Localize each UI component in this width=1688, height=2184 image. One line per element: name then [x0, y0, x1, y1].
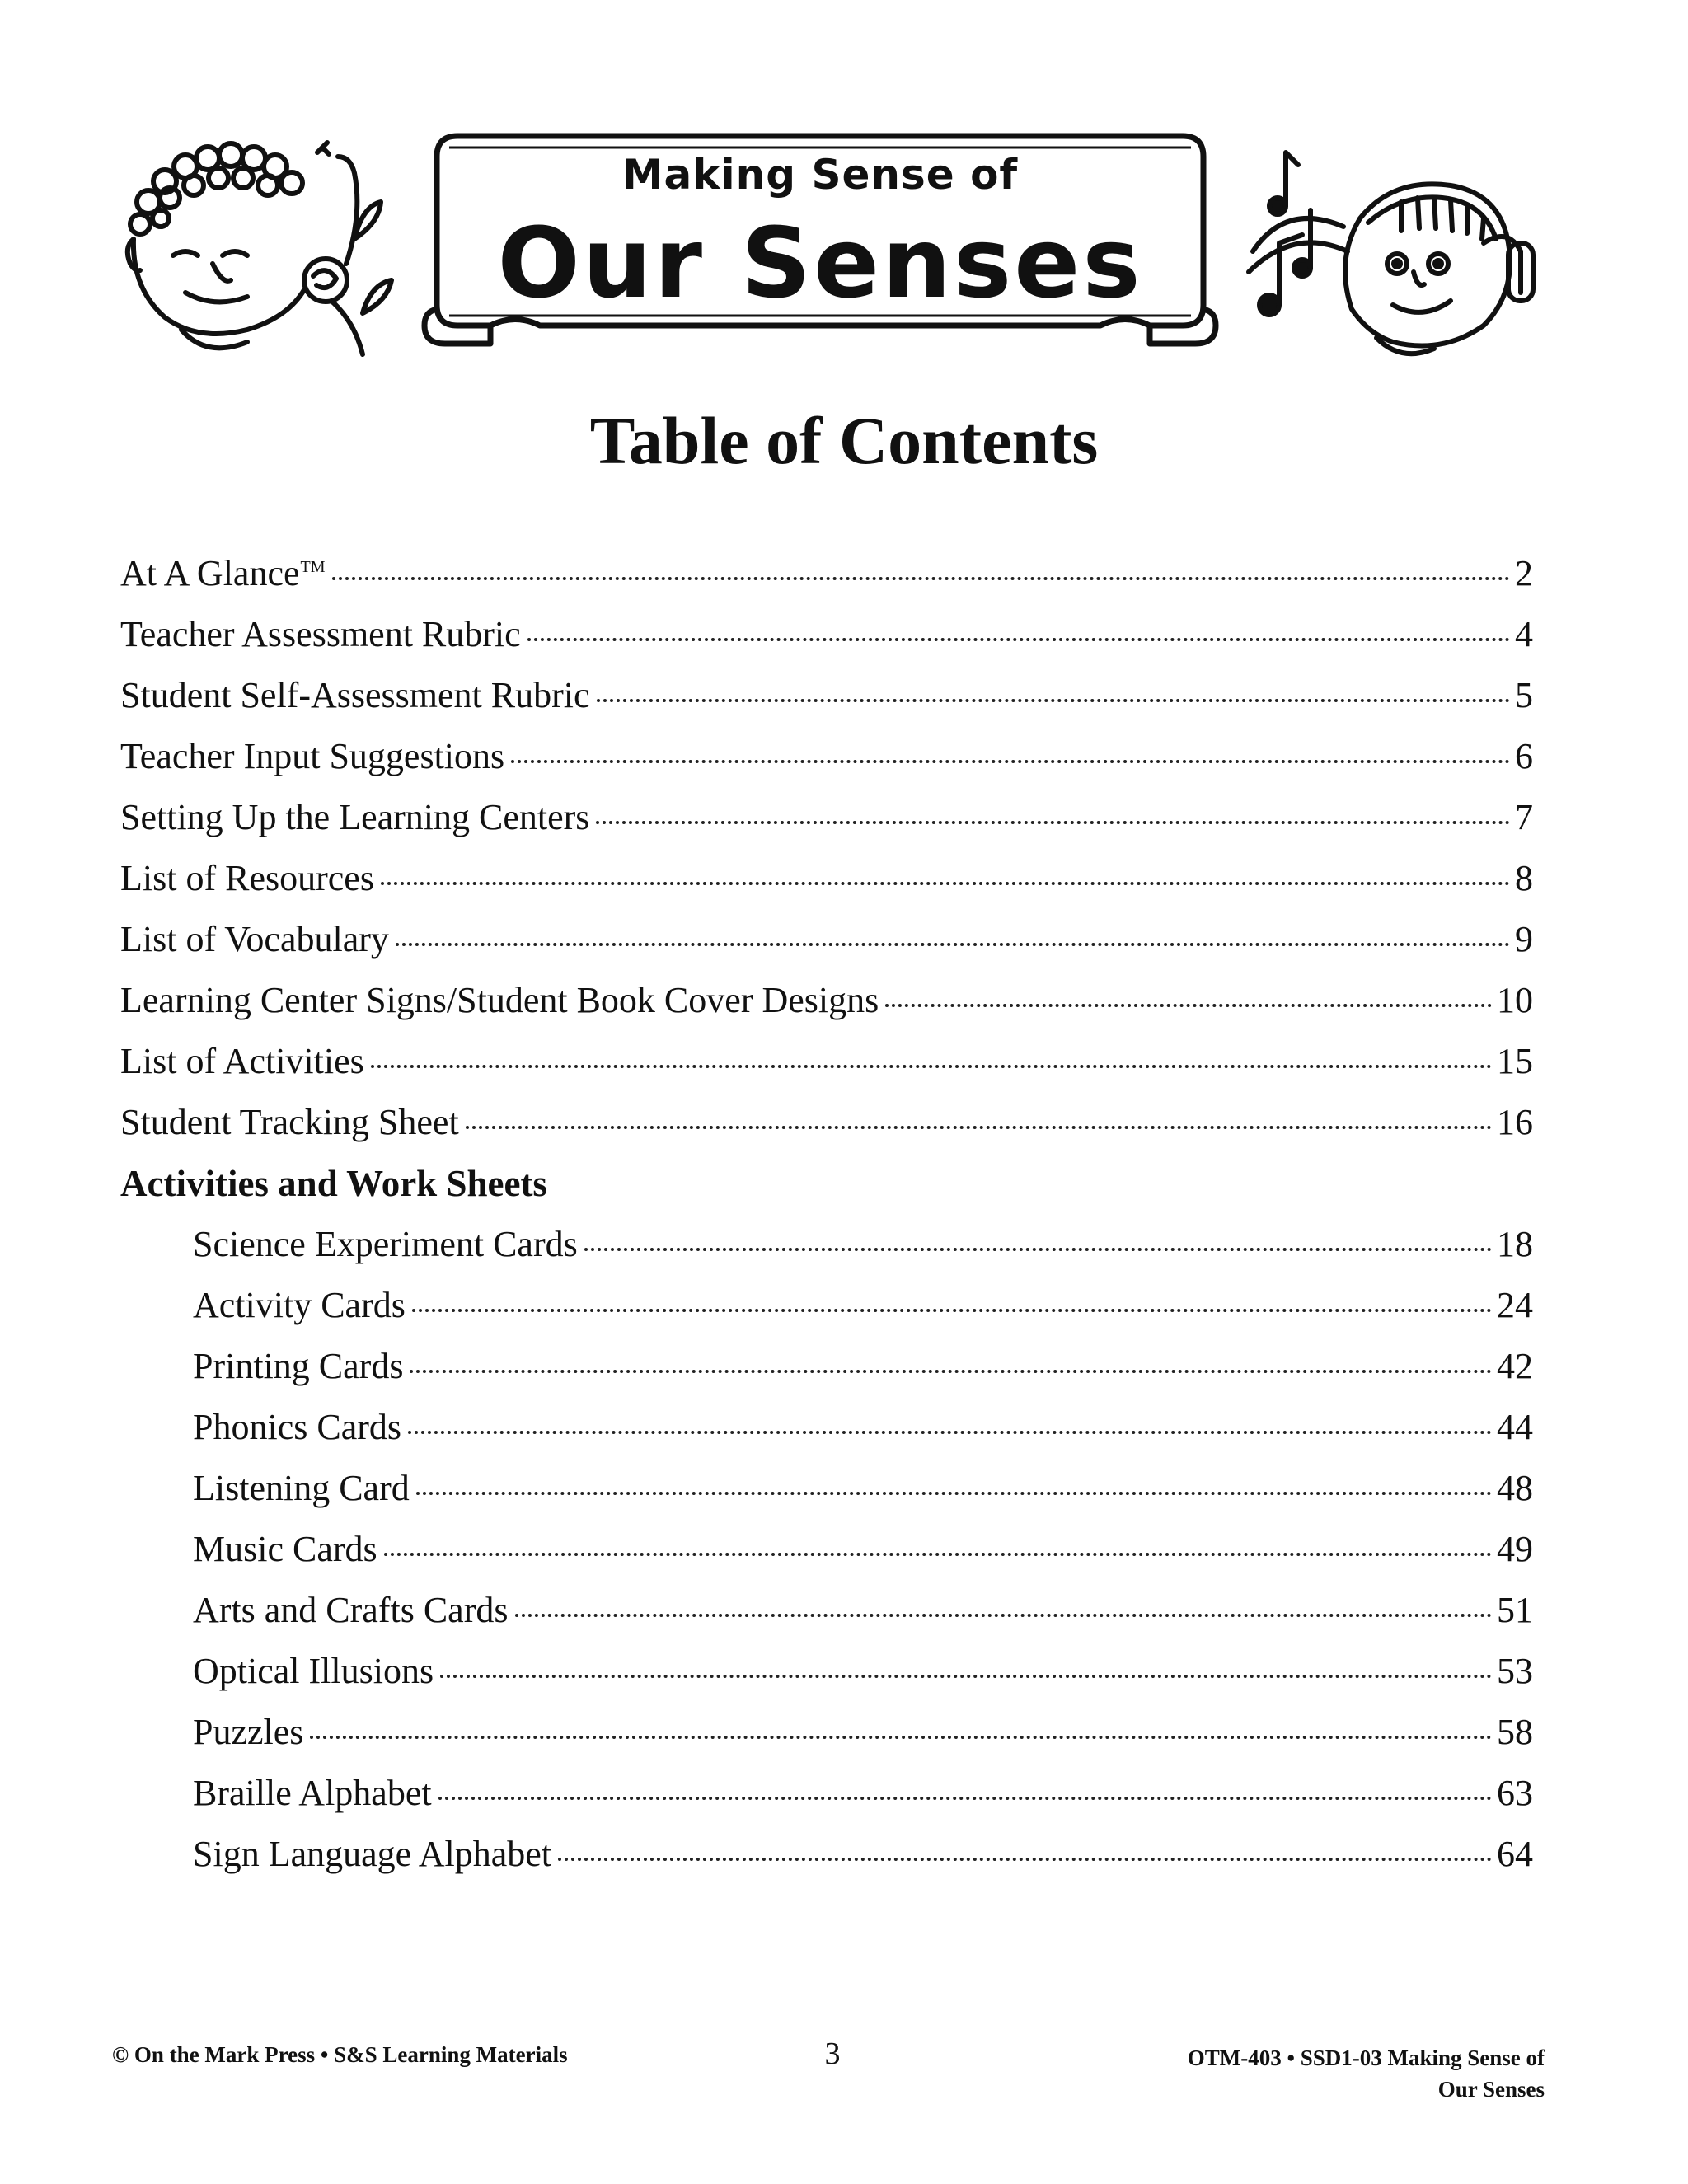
toc-entry [120, 796, 1533, 857]
toc-entry-page: 6 [1515, 736, 1533, 776]
toc-entry-page: 51 [1497, 1590, 1533, 1630]
toc-entry-title: Braille Alphabet [193, 1773, 432, 1813]
leader-dots [466, 1109, 1492, 1129]
toc-entry-title: Printing Cards [193, 1346, 404, 1386]
leader-dots [511, 743, 1510, 763]
leader-dots [384, 1536, 1492, 1556]
leader-dots [597, 682, 1510, 702]
toc-entry-title: Sign Language Alphabet [193, 1834, 552, 1874]
toc-entry-title: Puzzles [193, 1712, 304, 1752]
leader-dots [438, 1780, 1492, 1800]
toc-entry [120, 613, 1533, 674]
toc-entry-page: 63 [1497, 1773, 1533, 1813]
leader-dots [408, 1414, 1492, 1434]
toc-entry [120, 1101, 1533, 1162]
toc-sub-entry [120, 1467, 1533, 1528]
leader-dots [381, 865, 1510, 885]
toc-entry [120, 674, 1533, 735]
toc-entry-title: List of Resources [120, 858, 374, 898]
toc-sub-entry [120, 1223, 1533, 1284]
banner-subtitle: Making Sense of [621, 151, 1019, 199]
toc-entry-title: Teacher Input Suggestions [120, 736, 505, 776]
toc-entry-page: 5 [1515, 675, 1533, 715]
toc-entry-title: Learning Center Signs/Student Book Cover Designs [120, 980, 879, 1020]
toc-entry-page: 49 [1497, 1529, 1533, 1569]
toc-entry-page: 64 [1497, 1834, 1533, 1874]
toc-entry-title: Student Tracking Sheet [120, 1102, 459, 1142]
header-banner [0, 0, 1688, 387]
toc-sub-entry [120, 1772, 1533, 1833]
toc-entry-page: 58 [1497, 1712, 1533, 1752]
toc-entry-title: Science Experiment Cards [193, 1224, 578, 1264]
toc-entry [120, 918, 1533, 979]
toc-entry-page: 48 [1497, 1468, 1533, 1508]
footer-page-number: 3 [824, 2036, 841, 2071]
leader-dots [558, 1841, 1492, 1861]
toc-entry-title: Phonics Cards [193, 1407, 401, 1447]
leader-dots [416, 1475, 1492, 1495]
toc-sub-entry [120, 1528, 1533, 1589]
toc-sub-entry [120, 1589, 1533, 1650]
toc-entry-title: List of Activities [120, 1041, 364, 1081]
toc-entry-page: 18 [1497, 1224, 1533, 1264]
toc-sub-entry [120, 1711, 1533, 1772]
toc-entry-page: 8 [1515, 858, 1533, 898]
leader-dots [584, 1231, 1492, 1251]
leader-dots [440, 1658, 1492, 1678]
footer-copyright: © On the Mark Press • S&S Learning Materials [112, 2042, 568, 2067]
toc-entry [120, 735, 1533, 796]
toc-entry-title: Activity Cards [193, 1285, 406, 1325]
toc-entry-page: 10 [1497, 980, 1533, 1020]
footer-product-code [1083, 2042, 1545, 2105]
toc-entry-title: Student Self-Assessment Rubric [120, 675, 590, 715]
toc-sub-entry [120, 1833, 1533, 1894]
toc-entry [120, 552, 1533, 613]
toc-entry-title: Listening Card [193, 1468, 410, 1508]
toc-entry-page: 16 [1497, 1102, 1533, 1142]
leader-dots [371, 1048, 1492, 1068]
leader-dots [396, 926, 1510, 946]
toc-entry-page: 15 [1497, 1041, 1533, 1081]
toc-sub-entry [120, 1345, 1533, 1406]
trademark-mark: TM [300, 558, 326, 577]
toc-entry [120, 979, 1533, 1040]
toc-entry-title: Teacher Assessment Rubric [120, 614, 521, 654]
girl-with-headphones-icon [1236, 128, 1550, 363]
toc-entry-page: 9 [1515, 919, 1533, 959]
table-of-contents [120, 552, 1533, 1894]
toc-entry-title: List of Vocabulary [120, 919, 389, 959]
boy-smelling-rose-icon [115, 124, 420, 363]
leader-dots [885, 987, 1492, 1007]
toc-entry-title: Setting Up the Learning Centers [120, 797, 590, 837]
toc-entry [120, 1040, 1533, 1101]
toc-section-heading: Activities and Work Sheets [120, 1163, 547, 1204]
toc-sub-entry [120, 1650, 1533, 1711]
leader-dots [528, 621, 1510, 641]
toc-entry-page: 42 [1497, 1346, 1533, 1386]
leader-dots [310, 1719, 1492, 1739]
toc-entry-title: Music Cards [193, 1529, 377, 1569]
leader-dots [332, 560, 1510, 580]
toc-entry-page: 24 [1497, 1285, 1533, 1325]
footer-product-line1: OTM-403 • SSD1-03 Making Sense of [1187, 2046, 1545, 2070]
toc-sub-entry [120, 1406, 1533, 1467]
footer-product-line2: Our Senses [1437, 2077, 1545, 2102]
leader-dots [410, 1353, 1492, 1373]
toc-entry-title: At A Glance™ [120, 553, 326, 593]
toc-entry-page: 2 [1515, 553, 1533, 593]
toc-entry-page: 7 [1515, 797, 1533, 837]
leader-dots [515, 1597, 1493, 1617]
toc-entry-page: 4 [1515, 614, 1533, 654]
toc-entry-page: 53 [1497, 1651, 1533, 1691]
leader-dots [596, 804, 1510, 824]
toc-entry-title: Arts and Crafts Cards [193, 1590, 509, 1630]
toc-entry-page: 44 [1497, 1407, 1533, 1447]
leader-dots [412, 1292, 1492, 1312]
page-title: Table of Contents [589, 403, 1099, 478]
toc-entry-title: Optical Illusions [193, 1651, 434, 1691]
banner-title: Our Senses [497, 206, 1143, 320]
toc-entry [120, 857, 1533, 918]
toc-sub-entry [120, 1284, 1533, 1345]
